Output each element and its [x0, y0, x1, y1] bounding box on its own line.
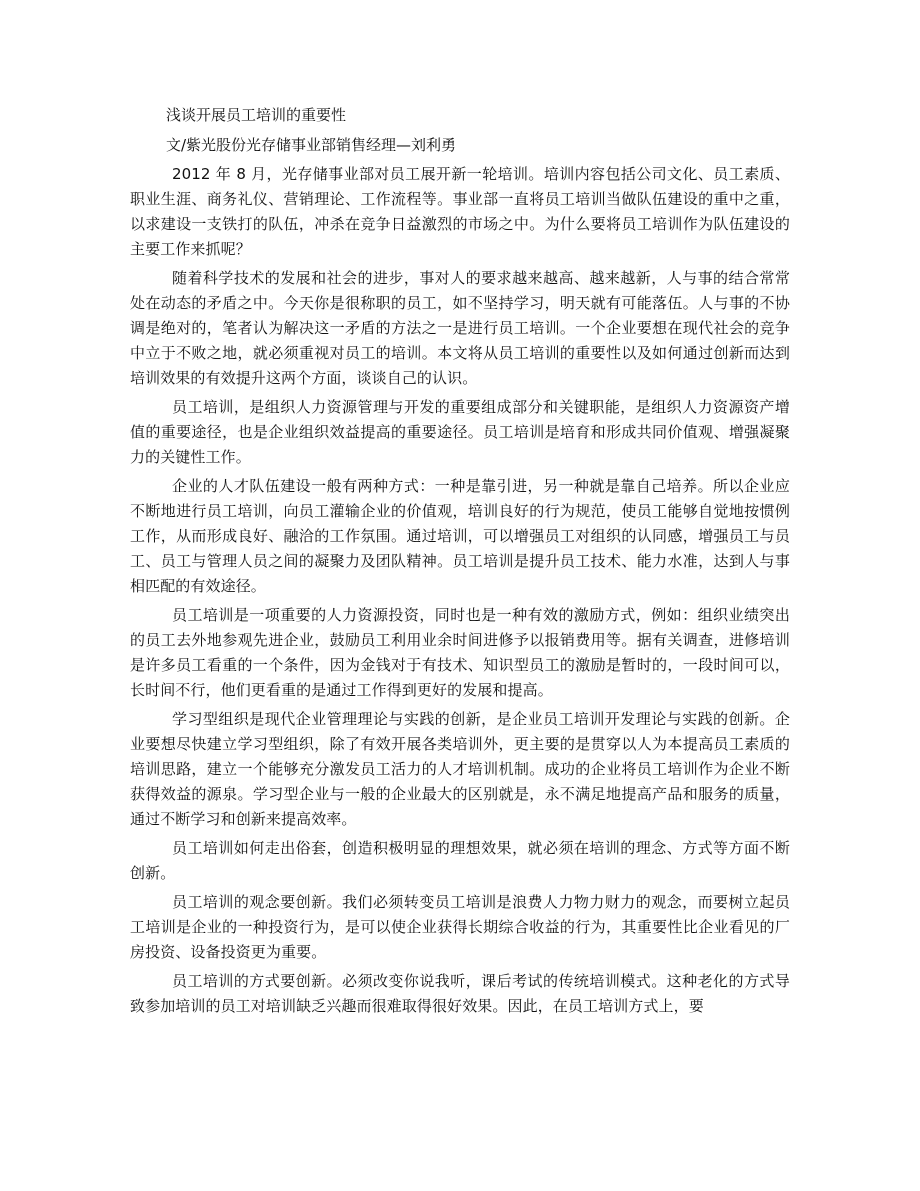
- paragraph-2: 随着科学技术的发展和社会的进步，事对人的要求越来越高、越来越新，人与事的结合常常处在动态的矛盾之中。今天你是很称职的员工，如不坚持学习，明天就有可能落伍。人与事的不协调是绝对的，笔者认为解决这一矛盾的方法之一是进行员工培训。一个企业要想在现代社会的竞争中立于不败之地，就必须重视对员工的培训。本文将从员工培训的重要性以及如何通过创新而达到培训效果的有效提升这两个方面，谈谈自己的认识。: [130, 269, 790, 387]
- paragraph-1: 2012 年 8 月，光存储事业部对员工展开新一轮培训。培训内容包括公司文化、员工素质、职业生涯、商务礼仪、营销理论、工作流程等。事业部一直将员工培训当做队伍建设的重中之重，以求建设一支铁打的队伍，冲杀在竞争日益激烈的市场之中。为什么要将员工培训作为队伍建设的主要工作来抓呢？: [130, 165, 790, 258]
- paragraph-9: 员工培训的方式要创新。必须改变你说我听，课后考试的传统培训模式。这种老化的方式导致参加培训的员工对培训缺乏兴趣而很难取得很好效果。因此，在员工培训方式上，要: [130, 972, 790, 1015]
- paragraph-7: 员工培训如何走出俗套，创造积极明显的理想效果，就必须在培训的理念、方式等方面不断创新。: [130, 839, 790, 882]
- paragraph-6: 学习型组织是现代企业管理理论与实践的创新，是企业员工培训开发理论与实践的创新。企业要想尽快建立学习型组织，除了有效开展各类培训外，更主要的是贯穿以人为本提高员工素质的培训思路，建立一个能够充分激发员工活力的人才培训机制。成功的企业将员工培训作为企业不断获得效益的源泉。学习型企业与一般的企业最大的区别就是，永不满足地提高产品和服务的质量，通过不断学习和创新来提高效率。: [130, 710, 790, 828]
- document-page: [130, 100, 790, 1023]
- document-author: 文/紫光股份光存储事业部销售经理—刘利勇: [166, 136, 457, 154]
- paragraph-5: 员工培训是一项重要的人力资源投资，同时也是一种有效的激励方式，例如：组织业绩突出的员工去外地参观先进企业，鼓励员工利用业余时间进修予以报销费用等。据有关调查，进修培训是许多员工看重的一个条件，因为金钱对于有技术、知识型员工的激励是暂时的，一段时间可以，长时间不行，他们更看重的是通过工作得到更好的发展和提高。: [130, 606, 790, 699]
- paragraph-4: 企业的人才队伍建设一般有两种方式：一种是靠引进，另一种就是靠自己培养。所以企业应不断地进行员工培训，向员工灌输企业的价值观，培训良好的行为规范，使员工能够自觉地按惯例工作，从而形成良好、融洽的工作氛围。通过培训，可以增强员工对组织的认同感，增强员工与员工、员工与管理人员之间的凝聚力及团队精神。员工培训是提升员工技术、能力水准，达到人与事相匹配的有效途径。: [130, 477, 790, 595]
- document-title: 浅谈开展员工培训的重要性: [166, 106, 347, 124]
- paragraph-8: 员工培训的观念要创新。我们必须转变员工培训是浪费人力物力财力的观念，而要树立起员工培训是企业的一种投资行为，是可以使企业获得长期综合收益的行为，其重要性比企业看见的厂房投资、设备投资更为重要。: [130, 893, 790, 961]
- paragraph-3: 员工培训，是组织人力资源管理与开发的重要组成部分和关键职能，是组织人力资源资产增值的重要途径，也是企业组织效益提高的重要途径。员工培训是培育和形成共同价值观、增强凝聚力的关键性工作。: [130, 398, 790, 466]
